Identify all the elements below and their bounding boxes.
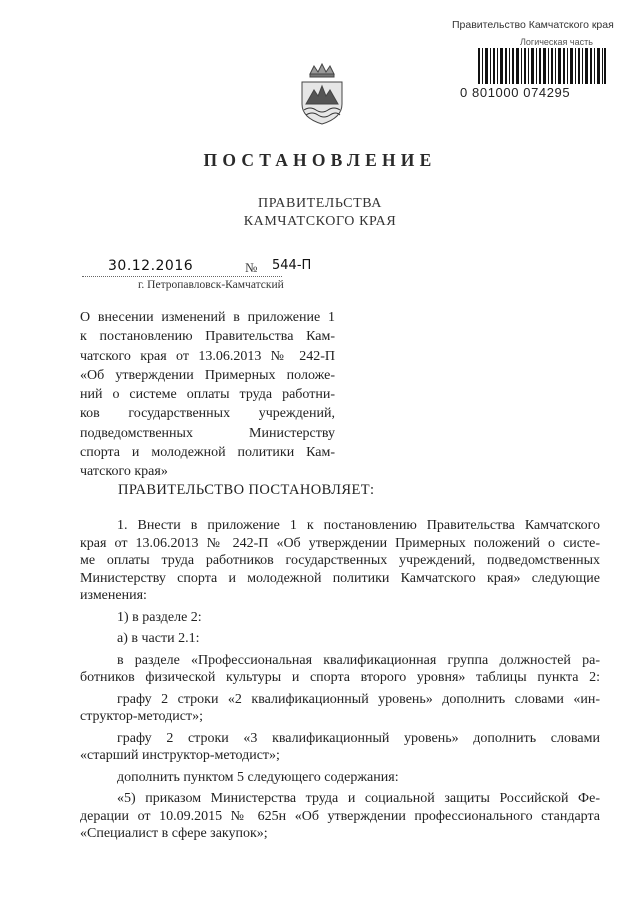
registration-stamp-organization: Правительство Камчатского края [452,19,614,31]
subject-line: О внесении изменений в приложение 1 [80,310,335,325]
subject-line: спорта и молодежной политики Кам- [80,445,335,461]
body-line: «старший инструктор-методист»; [80,748,280,763]
date-number-rule [82,276,282,277]
body-line: края от 13.06.2013 № 242-П «Об утверждении Примерных положений о систе- [80,535,600,551]
document-title: ПОСТАНОВЛЕНИЕ [203,150,437,170]
subject-line: ков государственных учреждений, [80,406,335,422]
body-line: 1) в разделе 2: [117,609,202,625]
barcode-image [478,48,606,84]
document-subject [80,308,335,482]
body-line: ме оплаты труда работников государственных учреждений, подведомственных [80,553,600,568]
issuer-line-2: КАМЧАТСКОГО КРАЯ [243,214,397,229]
decree-heading: ПРАВИТЕЛЬСТВО ПОСТАНОВЛЯЕТ: [118,482,375,498]
document-body [80,517,600,843]
body-line: структор-методист»; [80,709,203,724]
coat-of-arms-emblem-icon [296,60,348,126]
body-line: 1. Внести в приложение 1 к постановлению Правительства Камчатского [117,518,600,533]
barcode-number: 0 801000 074295 [460,85,571,100]
body-line: дополнить пунктом 5 следующего содержания: [117,769,399,785]
body-line: «5) приказом Министерства труда и социальной защиты Российской Фе- [117,791,600,806]
number-label: № [245,260,258,275]
body-line: Министерству спорта и молодежной политики Камчатского края» следующие [80,570,600,586]
body-line: дерации от 10.09.2015 № 625н «Об утверждении профессионального стандарта [80,808,600,824]
subject-line: подведомственных Министерству [80,425,335,441]
body-line: «Специалист в сфере закупок»; [80,826,268,841]
subject-line: чатского края» [80,464,168,480]
body-line: изменения: [80,588,147,603]
subject-line: чатского края от 13.06.2013 № 242-П [80,348,335,364]
issuer-line-1: ПРАВИТЕЛЬСТВА [257,196,383,211]
body-line: ботников физической культуры и спорта второго уровня» таблицы пункта 2: [80,670,600,685]
registration-stamp-subtitle: Логическая часть [520,37,593,47]
subject-line: «Об утверждении Примерных положе- [80,367,335,383]
document-date: 30.12.2016 [108,258,194,274]
body-line: графу 2 строки «2 квалификационный уровень» дополнить словами «ин- [117,691,600,707]
subject-line: ний о системе оплаты труда работни- [80,387,335,403]
subject-line: к постановлению Правительства Кам- [80,329,335,345]
body-line: а) в части 2.1: [117,631,200,646]
issue-city: г. Петропавловск-Камчатский [138,279,284,291]
document-number: 544-П [272,258,312,273]
body-line: графу 2 строки «3 квалификационный уровень» дополнить словами [117,730,600,746]
body-line: в разделе «Профессиональная квалификационная группа должностей ра- [117,652,600,668]
